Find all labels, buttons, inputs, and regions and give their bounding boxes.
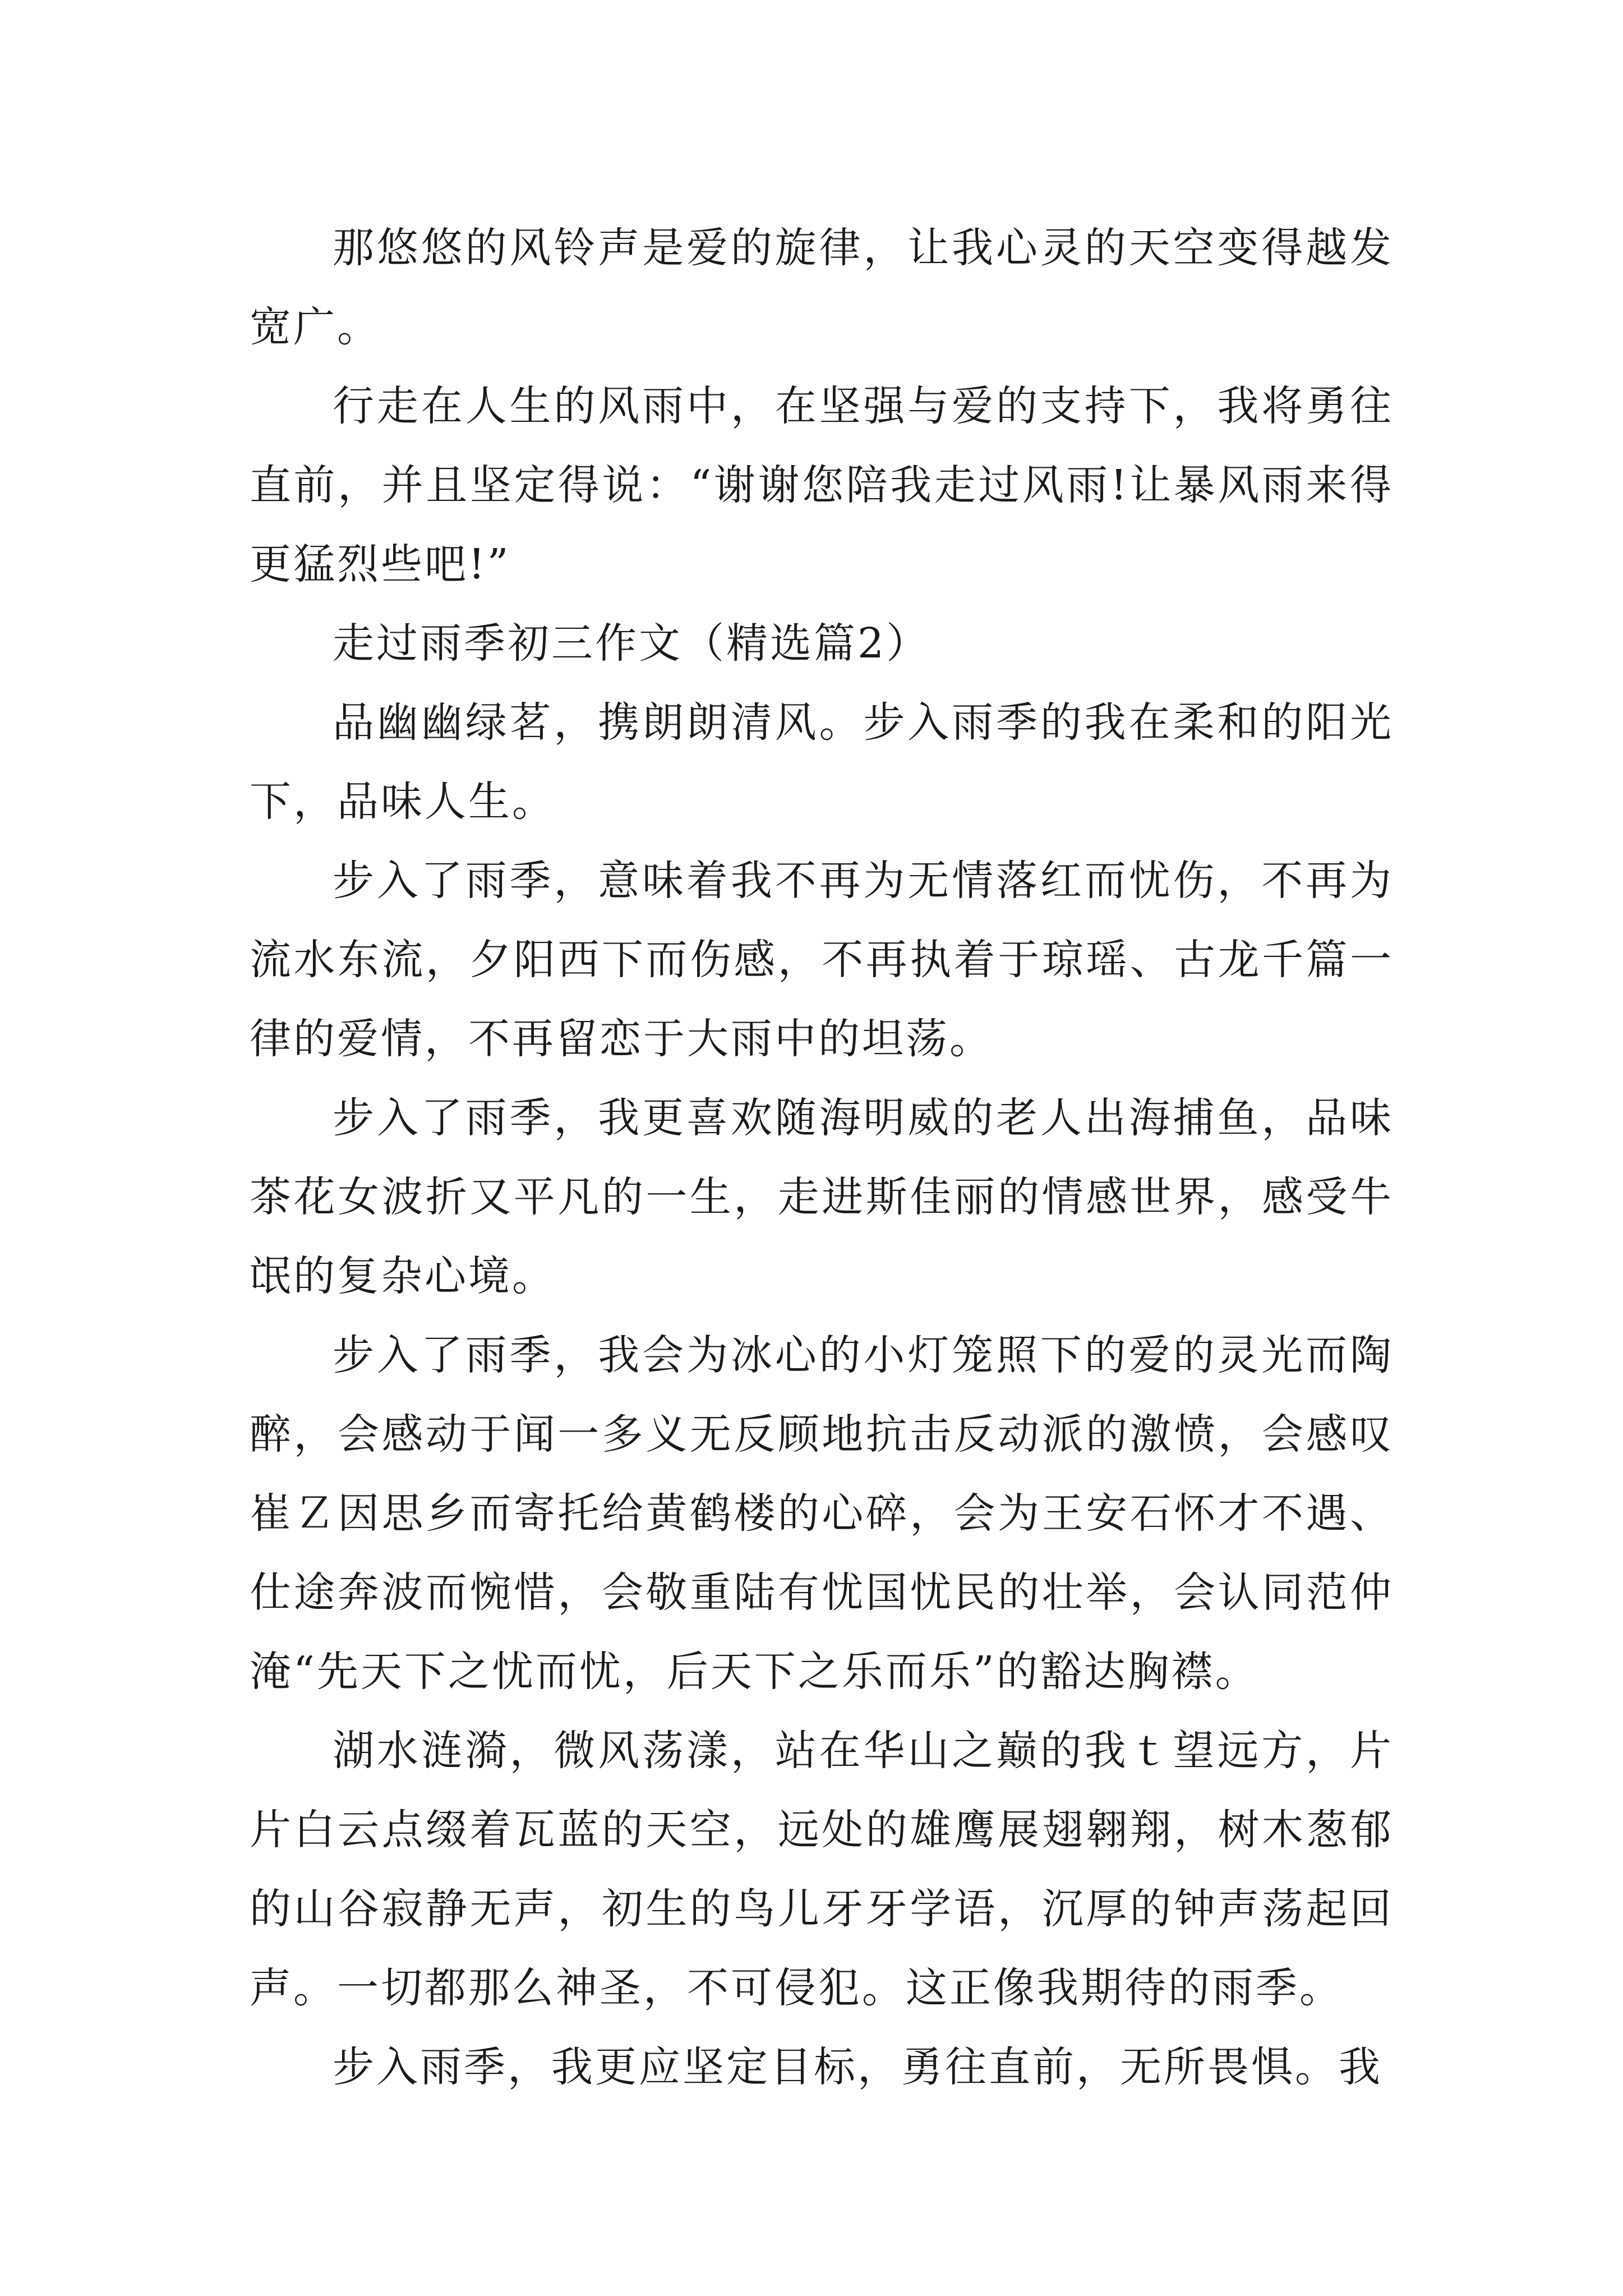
paragraph: 那悠悠的风铃声是爱的旋律，让我心灵的天空变得越发宽广。: [250, 224, 1394, 351]
paragraph: 步入了雨季，意味着我不再为无情落红而忧伤，不再为流水东流，夕阳西下而伤感，不再执着于琼瑶、古龙千篇一律的爱情，不再留恋于大雨中的坦荡。: [250, 857, 1394, 1063]
paragraph: 步入了雨季，我更喜欢随海明威的老人出海捕鱼，品味茶花女波折又平凡的一生，走进斯佳丽的情感世界，感受牛氓的复杂心境。: [250, 1094, 1394, 1300]
article-body: [250, 209, 1394, 2107]
paragraph: 步入了雨季，我会为冰心的小灯笼照下的爱的灵光而陶醉，会感动于闻一多义无反顾地抗击反动派的激愤，会感叹崔Ｚ因思乡而寄托给黄鹤楼的心碎，会为王安石怀才不遇、仕途奔波而惋惜，会敬重陆有忧国忧民的壮举，会认同范仲淹“先天下之忧而忧，后天下之乐而乐”的豁达胸襟。: [250, 1331, 1394, 1696]
section-heading: 走过雨季初三作文（精选篇2）: [333, 619, 930, 668]
paragraph: 步入雨季，我更应坚定目标，勇往直前，无所畏惧。我: [333, 2043, 1382, 2091]
paragraph: 品幽幽绿茗，携朗朗清风。步入雨季的我在柔和的阳光下，品味人生。: [250, 698, 1394, 826]
paragraph: 湖水涟漪，微风荡漾，站在华山之巅的我ｔ望远方，片片白云点缀着瓦蓝的天空，远处的雄鹰展翅翱翔，树木葱郁的山谷寂静无声，初生的鸟儿牙牙学语，沉厚的钟声荡起回声。一切都那么神圣，不可侵犯。这正像我期待的雨季。: [250, 1727, 1394, 2012]
paragraph: 行走在人生的风雨中，在坚强与爱的支持下，我将勇往直前，并且坚定得说：“谢谢您陪我走过风雨!让暴风雨来得更猛烈些吧!”: [250, 382, 1394, 588]
